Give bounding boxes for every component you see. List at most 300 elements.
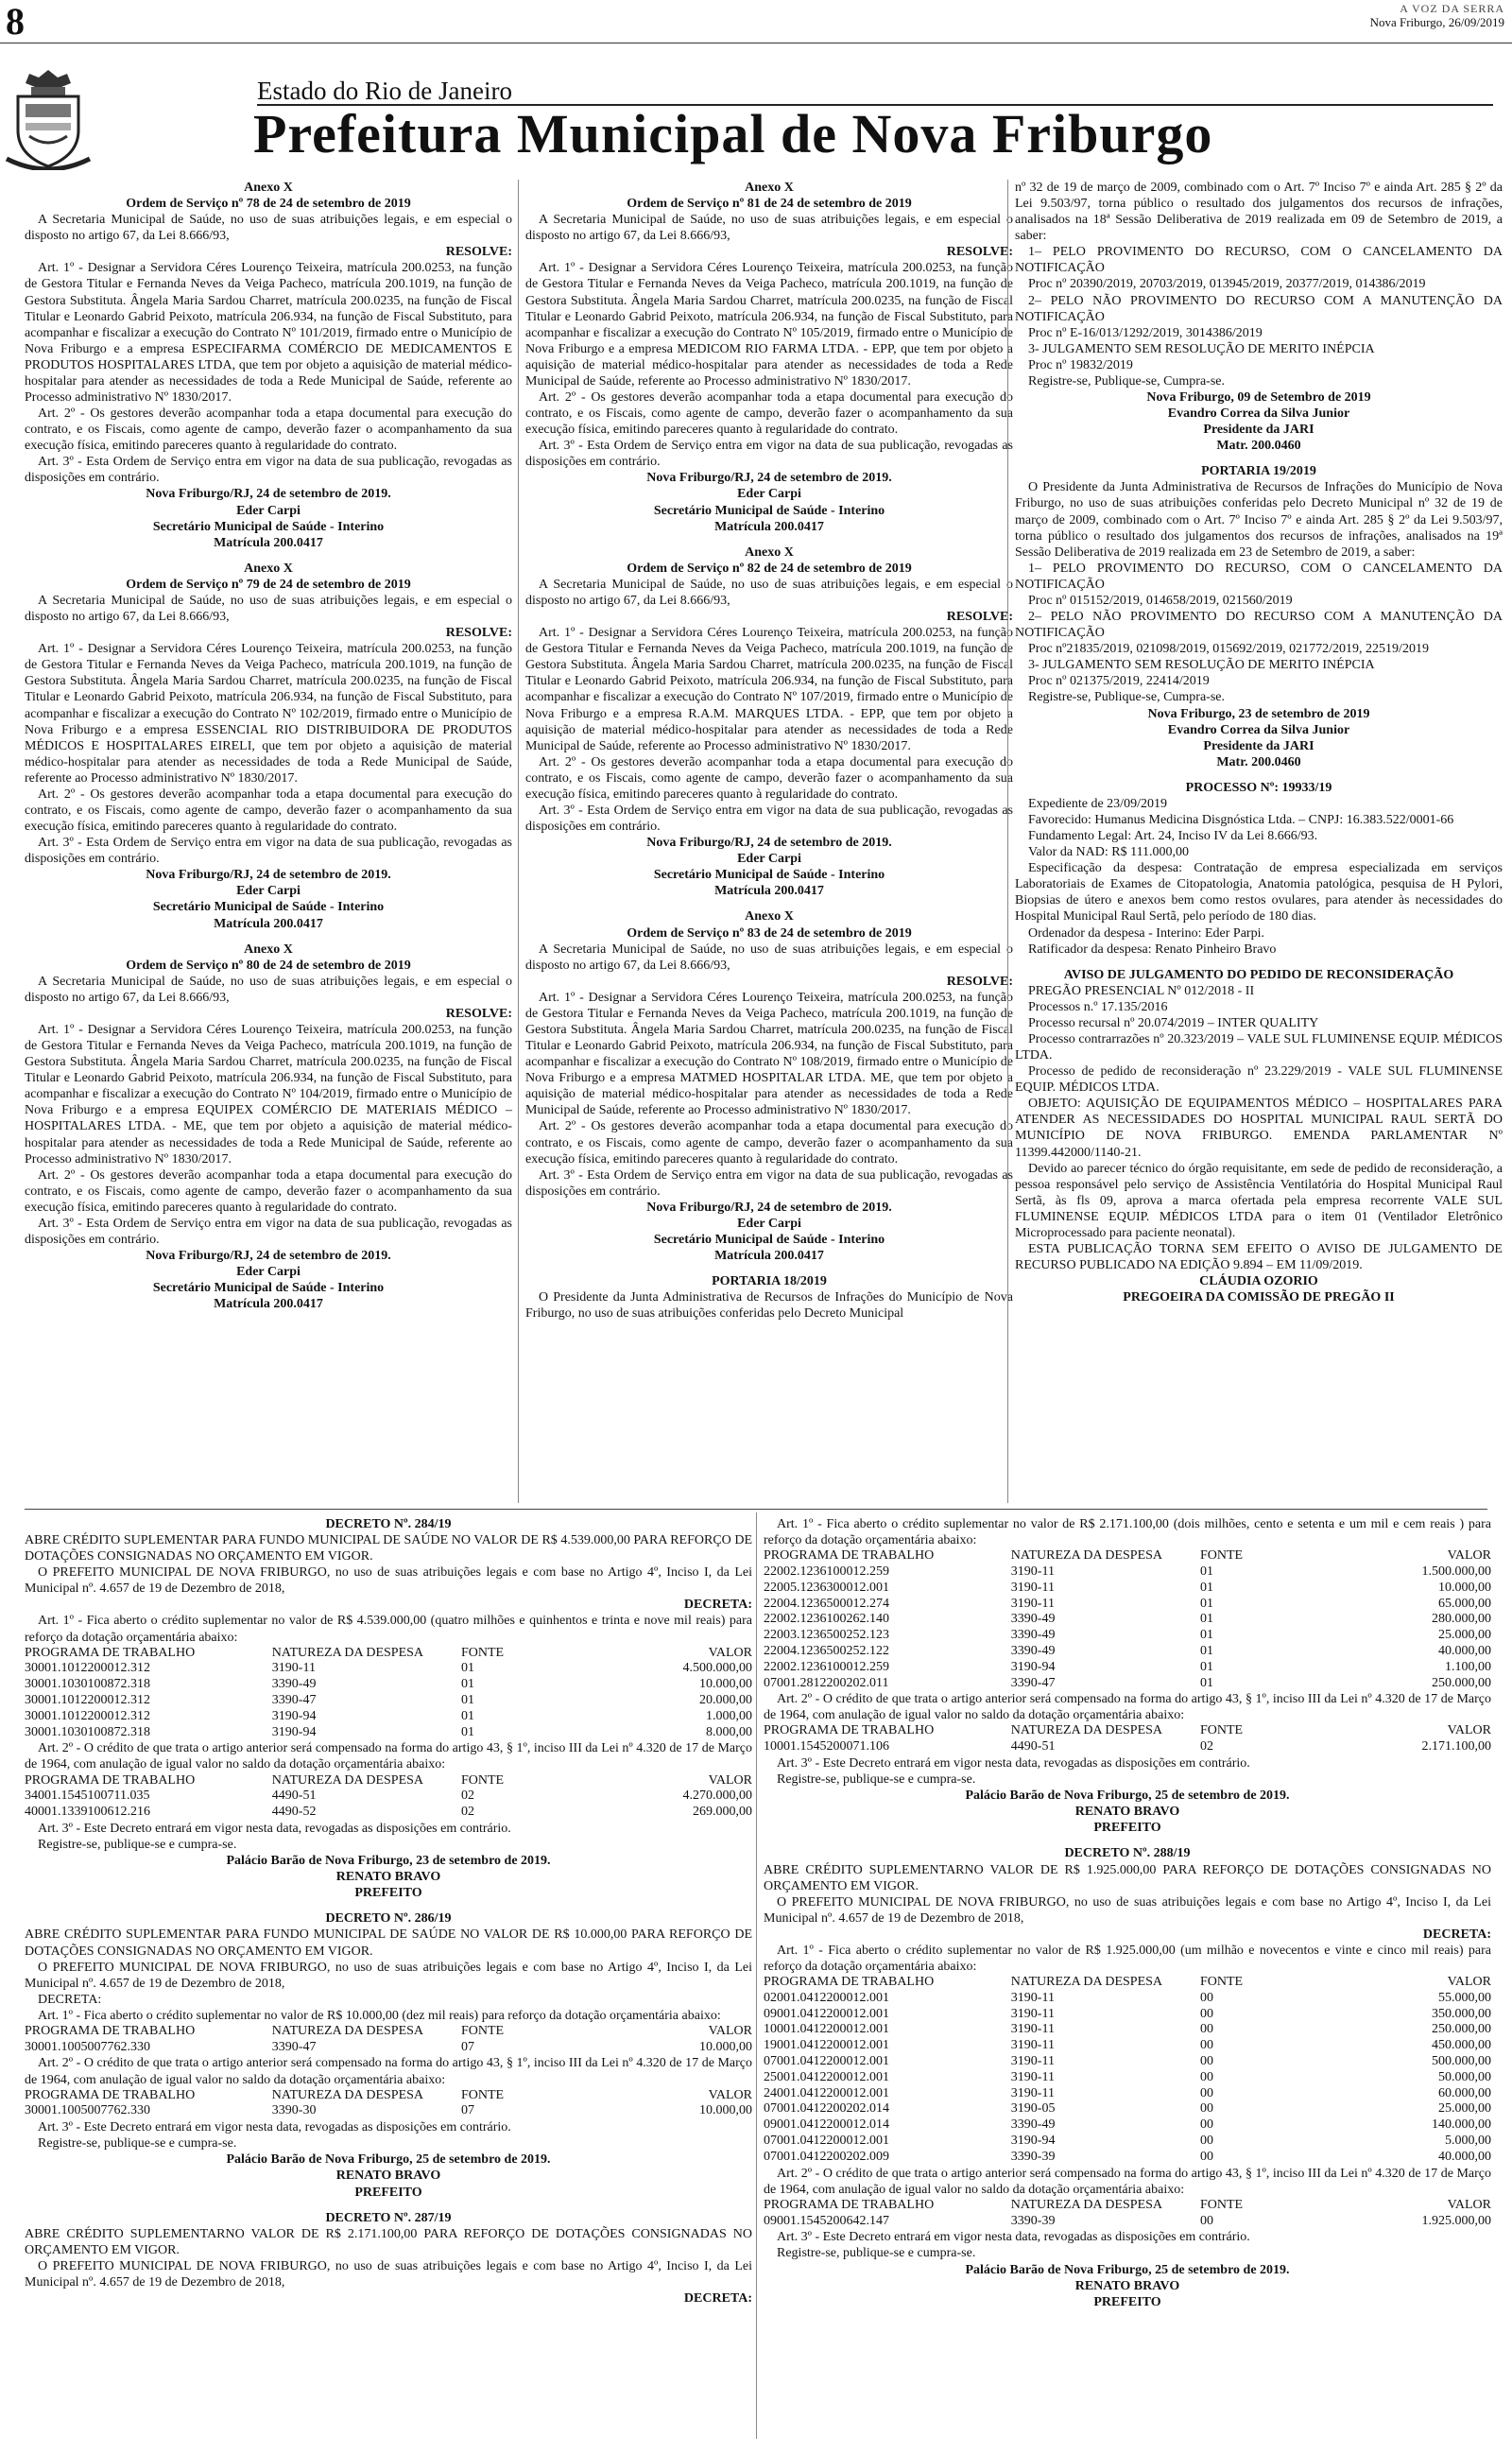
- paragraph: Art. 2º - Os gestores deverão acompanhar toda a etapa documental para execução do contrato, e os Fiscais, como agente de campo, deverão fazer o acompanhamento da sua execução física, emitindo pareceres quanto à regularidade do contrato.: [25, 1167, 512, 1215]
- table-header-row: [764, 1975, 1491, 1991]
- table-row: [764, 2054, 1491, 2070]
- table-cell: PROGRAMA DE TRABALHO: [764, 1975, 935, 1990]
- table-cell: 25.000,00: [1438, 2101, 1491, 2117]
- table-row: [764, 1597, 1491, 1613]
- table-cell: 01: [1199, 1580, 1213, 1595]
- section-heading: PREFEITO: [354, 1886, 422, 1901]
- table-cell: 24001.0412200012.001: [764, 2085, 889, 2100]
- paragraph: Processo recursal nº 20.074/2019 – INTER QUALITY: [1028, 1015, 1319, 1030]
- resolve-label: RESOLVE:: [445, 245, 512, 260]
- paragraph: 2– PELO NÃO PROVIMENTO DO RECURSO COM A MANUTENÇÃO DA NOTIFICAÇÃO: [1015, 610, 1503, 641]
- table-cell: 280.000,00: [1432, 1612, 1491, 1627]
- city-coat-of-arms-icon: [5, 68, 92, 170]
- paragraph: 2– PELO NÃO PROVIMENTO DO RECURSO COM A MANUTENÇÃO DA NOTIFICAÇÃO: [1015, 293, 1503, 324]
- section-heading: PREFEITO: [1093, 1821, 1161, 1836]
- table-cell: VALOR: [1447, 1548, 1491, 1564]
- table-cell: 22002.1236100012.259: [764, 1564, 889, 1579]
- table-cell: 3390-49: [1010, 1628, 1056, 1643]
- section-heading: Anexo X: [745, 181, 794, 195]
- section-heading: Matrícula 200.0417: [714, 519, 824, 534]
- paragraph: Proc nº 20390/2019, 20703/2019, 013945/2019, 20377/2019, 014386/2019: [1028, 277, 1426, 292]
- paragraph: A Secretaria Municipal de Saúde, no uso de suas atribuições legais, e em especial o disposto no artigo 67, da Lei 8.666/93,: [25, 213, 512, 244]
- table-row: [764, 2007, 1491, 2023]
- paragraph: Proc nº 015152/2019, 014658/2019, 021560/2019: [1028, 593, 1293, 608]
- table-cell: 22004.1236500012.274: [764, 1596, 889, 1611]
- section-heading: DECRETO Nº. 286/19: [325, 1911, 452, 1927]
- paragraph: OBJETO: AQUISIÇÃO DE EQUIPAMENTOS MÉDICO – HOSPITALARES PARA ATENDER AS NECESSIDADES DO HOSPITAL MUNICIPAL RAUL SERTÃ DO MUNICÍPIO DE NOVA FRIBURGO. EMENDA PARLAMENTAR Nº 11399.442000/1140-21.: [1015, 1097, 1503, 1160]
- table-cell: VALOR: [708, 1772, 752, 1788]
- paragraph: ABRE CRÉDITO SUPLEMENTARNO VALOR DE R$ 2.171.100,00 PARA REFORÇO DE DOTAÇÕES CONSIGNADAS NO ORÇAMENTO EM VIGOR.: [25, 2226, 752, 2257]
- paragraph: 3- JULGAMENTO SEM RESOLUÇÃO DE MERITO INÉPCIA: [1028, 658, 1375, 673]
- spacer: [764, 1836, 1491, 1845]
- paragraph: Ratificador da despesa: Renato Pinheiro Bravo: [1028, 942, 1277, 957]
- spacer: [525, 899, 1013, 908]
- table-row: [764, 1660, 1491, 1676]
- table-cell: 02: [1199, 1739, 1213, 1754]
- table-cell: FONTE: [460, 2087, 505, 2102]
- column-2: [525, 180, 1013, 1322]
- table-row: [25, 1693, 752, 1709]
- table-cell: 250.000,00: [1432, 2022, 1491, 2037]
- paragraph: Art. 3º - Este Decreto entrará em vigor nesta data, revogadas as disposições em contrário.: [777, 2230, 1250, 2245]
- table-cell: 3190-11: [271, 1661, 316, 1676]
- budget-table: [764, 1975, 1491, 2166]
- resolve-label: DECRETA:: [1422, 1927, 1491, 1942]
- table-cell: 25.000,00: [1438, 1628, 1491, 1643]
- table-cell: 01: [1199, 1564, 1213, 1579]
- table-cell: 01: [1199, 1612, 1213, 1627]
- paragraph: Ordenador da despesa - Interino: Eder Parpi.: [1028, 925, 1264, 941]
- paragraph: Processos n.º 17.135/2016: [1028, 999, 1168, 1014]
- section-heading: Palácio Barão de Nova Friburgo, 23 de setembro de 2019.: [226, 1854, 551, 1869]
- paragraph: Art. 2º - O crédito de que trata o artigo anterior será compensado na forma do artigo 43, § 1º, inciso III da Lei nº 4.320 de 17 de Março de 1964, com anulação de igual valor no saldo da dotação orçamentária abaixo:: [25, 2056, 752, 2087]
- table-cell: 01: [460, 1693, 474, 1708]
- section-heading: Eder Carpi: [737, 1216, 801, 1231]
- publication-name: A VOZ DA SERRA: [1400, 2, 1504, 15]
- paragraph: Proc nº 19832/2019: [1028, 357, 1133, 372]
- paragraph: Art. 1º - Designar a Servidora Céres Lourenço Teixeira, matrícula 200.0253, na função de Gestora Titular e Fernanda Neves da Veiga Pacheco, matrícula 200.1019, na função de Gestora Substituta. Ângela Maria Sardou Charret, matrícula 200.0235, na função de Fiscal Titular e Leonardo Gabrid Peixoto, matrícula 206.934, na função de Fiscal Substituto, para acompanhar e fiscalizar a execução do Contrato Nº 104/2019, firmado entre o Município de Nova Friburgo e a empresa EQUIPEX COMÉRCIO DE MATERIAIS MÉDICO – HOSPITALARES LTDA. - ME, que tem por objeto a aquisição de material médico-hospitalar para atender as necessidades de toda a Rede Municipal de Saúde, referente ao Processo administrativo Nº 1830/2017.: [25, 1022, 512, 1167]
- table-cell: FONTE: [1199, 1975, 1244, 1990]
- section-heading: PROCESSO Nº: 19933/19: [1185, 780, 1332, 795]
- table-cell: NATUREZA DA DESPESA: [271, 1645, 424, 1660]
- table-cell: 5.000,00: [1445, 2134, 1491, 2149]
- section-heading: PORTARIA 19/2019: [1201, 464, 1316, 479]
- table-cell: 3190-11: [1010, 1990, 1055, 2005]
- section-heading: Eder Carpi: [236, 503, 301, 518]
- budget-table: [25, 2088, 752, 2120]
- section-heading: Nova Friburgo/RJ, 24 de setembro de 2019.: [646, 836, 892, 851]
- section-heading: Evandro Correa da Silva Junior: [1167, 406, 1350, 422]
- table-cell: FONTE: [460, 1645, 505, 1660]
- section-heading: Matrícula 200.0417: [214, 535, 323, 550]
- table-row: [764, 1676, 1491, 1692]
- table-cell: 4.270.000,00: [682, 1789, 752, 1804]
- section-heading: Anexo X: [244, 181, 293, 195]
- paragraph: O PREFEITO MUNICIPAL DE NOVA FRIBURGO, no uso de suas atribuições legais e com base no Artigo 4º, Inciso I, da Lei Municipal nº. 4.657 de 19 de Dezembro de 2018,: [25, 2258, 752, 2290]
- table-cell: 30001.1012200012.312: [25, 1693, 150, 1708]
- section-heading: Matr. 200.0460: [1216, 754, 1301, 769]
- table-cell: 22003.1236500252.123: [764, 1628, 889, 1643]
- resolve-label: DECRETA:: [683, 2291, 752, 2307]
- table-row: [764, 1739, 1491, 1755]
- resolve-label: DECRETA:: [683, 1598, 752, 1613]
- table-row: [764, 1628, 1491, 1644]
- table-cell: 00: [1199, 2101, 1213, 2117]
- section-heading: Nova Friburgo/RJ, 24 de setembro de 2019.: [646, 471, 892, 486]
- table-cell: 07001.2812200202.011: [764, 1675, 889, 1690]
- budget-table: [764, 2198, 1491, 2230]
- resolve-label: RESOLVE:: [946, 974, 1013, 989]
- table-cell: 30001.1005007762.330: [25, 2103, 150, 2118]
- paragraph: Registre-se, Publique-se, Cumpra-se.: [1028, 690, 1226, 705]
- section-heading: CLÁUDIA OZORIO: [1199, 1274, 1318, 1289]
- section-heading: RENATO BRAVO: [335, 2169, 441, 2184]
- table-cell: 09001.1545200642.147: [764, 2213, 889, 2228]
- table-cell: 500.000,00: [1432, 2054, 1491, 2069]
- paragraph: Art. 2º - O crédito de que trata o artigo anterior será compensado na forma do artigo 43, § 1º, inciso III da Lei nº 4.320 de 17 de Março de 1964, com anulação de igual valor no saldo da dotação orçamentária abaixo:: [764, 1692, 1491, 1723]
- table-cell: 3190-94: [1010, 1659, 1056, 1674]
- table-cell: VALOR: [1447, 1723, 1491, 1738]
- table-cell: FONTE: [1199, 1548, 1244, 1564]
- budget-table: [764, 1548, 1491, 1691]
- table-cell: FONTE: [460, 2023, 505, 2038]
- section-heading: Ordem de Serviço nº 80 de 24 de setembro de 2019: [126, 958, 411, 973]
- table-cell: 3390-49: [1010, 2117, 1056, 2133]
- section-heading: Palácio Barão de Nova Friburgo, 25 de setembro de 2019.: [965, 1789, 1290, 1804]
- spacer: [525, 1264, 1013, 1273]
- table-cell: 00: [1199, 2006, 1213, 2021]
- paragraph: Art. 2º - Os gestores deverão acompanhar toda a etapa documental para execução do contrato, e os Fiscais, como agente de campo, deverão fazer o acompanhamento da sua execução física, emitindo pareceres quanto à regularidade do contrato.: [25, 406, 512, 454]
- table-cell: 01: [460, 1677, 474, 1692]
- table-cell: FONTE: [460, 1772, 505, 1788]
- section-heading: Ordem de Serviço nº 82 de 24 de setembro de 2019: [627, 561, 912, 576]
- paragraph: Art. 2º - Os gestores deverão acompanhar toda a etapa documental para execução do contrato, e os Fiscais, como agente de campo, deverão fazer o acompanhamento da sua execução física, emitindo pareceres quanto à regularidade do contrato.: [525, 390, 1013, 438]
- table-cell: 50.000,00: [1438, 2069, 1491, 2084]
- table-row: [764, 2070, 1491, 2086]
- table-cell: PROGRAMA DE TRABALHO: [25, 2087, 196, 2102]
- table-cell: 3390-47: [1010, 1675, 1056, 1690]
- table-cell: 3390-49: [271, 1677, 317, 1692]
- section-heading: RENATO BRAVO: [335, 1870, 441, 1885]
- section-heading: Secretário Municipal de Saúde - Interino: [653, 868, 885, 883]
- section-heading: Nova Friburgo/RJ, 24 de setembro de 2019.: [146, 868, 391, 883]
- table-cell: 22002.1236100012.259: [764, 1659, 889, 1674]
- paragraph: Expediente de 23/09/2019: [1028, 796, 1167, 811]
- section-heading: Matrícula 200.0417: [714, 1249, 824, 1264]
- table-cell: 3190-11: [1010, 2085, 1055, 2100]
- table-header-row: [764, 1548, 1491, 1564]
- resolve-label: RESOLVE:: [445, 626, 512, 641]
- section-divider: [25, 1509, 1487, 1510]
- table-cell: 350.000,00: [1432, 2006, 1491, 2021]
- table-cell: 140.000,00: [1432, 2117, 1491, 2133]
- table-cell: 4.500.000,00: [682, 1661, 752, 1676]
- header-info: [1370, 2, 1504, 30]
- table-cell: 10.000,00: [699, 2103, 752, 2118]
- section-heading: Eder Carpi: [236, 884, 301, 899]
- section-heading: PREFEITO: [1093, 2294, 1161, 2309]
- paragraph: Processo de pedido de reconsideração nº 23.229/2019 - VALE SUL FLUMINENSE EQUIP. MÉDICOS LTDA.: [1015, 1064, 1503, 1096]
- section-heading: Palácio Barão de Nova Friburgo, 25 de setembro de 2019.: [965, 2262, 1290, 2277]
- table-cell: 07: [460, 2039, 474, 2054]
- section-heading: Secretário Municipal de Saúde - Interino: [653, 503, 885, 518]
- resolve-label: RESOLVE:: [946, 245, 1013, 260]
- paragraph: ESTA PUBLICAÇÃO TORNA SEM EFEITO O AVISO DE JULGAMENTO DE RECURSO PUBLICADO NA EDIÇÃO 9.894 – EM 11/09/2019.: [1015, 1242, 1503, 1273]
- city-hall-title: Prefeitura Municipal de Nova Friburgo: [253, 103, 1213, 164]
- table-cell: VALOR: [1447, 2197, 1491, 2212]
- table-cell: 3190-11: [1010, 1580, 1055, 1595]
- table-cell: NATUREZA DA DESPESA: [1010, 1548, 1163, 1564]
- paragraph: Art. 1º - Designar a Servidora Céres Lourenço Teixeira, matrícula 200.0253, na função de Gestora Titular e Fernanda Neves da Veiga Pacheco, matrícula 200.1019, na função de Gestora Substituta. Ângela Maria Sardou Charret, matrícula 200.0235, na função de Fiscal Titular e Leonardo Gabrid Peixoto, matrícula 206.934, na função de Fiscal Substituto, para acompanhar e fiscalizar a execução do Contrato Nº 102/2019, firmado entre o Município de Nova Friburgo e a empresa ESSENCIAL RIO DISTRIBUIDORA DE PRODUTOS MÉDICOS E HOSPITALARES EIRELI, que tem por objeto a aquisição de material médico-hospitalar para atender as necessidades de toda a Rede Municipal de Saúde, referente ao Processo administrativo Nº 1830/2017.: [25, 642, 512, 786]
- table-cell: NATUREZA DA DESPESA: [271, 1772, 424, 1788]
- table-header-row: [25, 2024, 752, 2040]
- column-3: [1015, 180, 1503, 1305]
- budget-table: [764, 1723, 1491, 1755]
- table-cell: 3190-05: [1010, 2101, 1056, 2117]
- table-cell: NATUREZA DA DESPESA: [1010, 1975, 1163, 1990]
- table-cell: 00: [1199, 2022, 1213, 2037]
- section-heading: Anexo X: [745, 544, 794, 560]
- table-row: [764, 1564, 1491, 1581]
- table-cell: 07001.0412200012.001: [764, 2054, 889, 2069]
- section-heading: Nova Friburgo, 09 de Setembro de 2019: [1146, 390, 1371, 406]
- paragraph: PREGÃO PRESENCIAL Nº 012/2018 - II: [1028, 983, 1255, 998]
- table-cell: 3390-49: [1010, 1612, 1056, 1627]
- table-cell: 40.000,00: [1438, 1643, 1491, 1658]
- table-cell: 30001.1030100872.318: [25, 1724, 150, 1739]
- table-cell: 30001.1005007762.330: [25, 2039, 150, 2054]
- paragraph: 1– PELO PROVIMENTO DO RECURSO, COM O CANCELAMENTO DA NOTIFICAÇÃO: [1015, 561, 1503, 592]
- table-row: [764, 2101, 1491, 2117]
- section-heading: Eder Carpi: [737, 487, 801, 502]
- table-cell: NATUREZA DA DESPESA: [271, 2087, 424, 2102]
- paragraph: ABRE CRÉDITO SUPLEMENTAR PARA FUNDO MUNICIPAL DE SAÚDE NO VALOR DE R$ 4.539.000,00 PARA REFORÇO DE DOTAÇÕES CONSIGNADAS NO ORÇAMENTO EM VIGOR.: [25, 1533, 752, 1564]
- section-heading: RENATO BRAVO: [1074, 1805, 1180, 1820]
- table-cell: 30001.1030100872.318: [25, 1677, 150, 1692]
- table-cell: 3390-30: [271, 2103, 317, 2118]
- table-cell: 00: [1199, 2069, 1213, 2084]
- table-header-row: [764, 2198, 1491, 2214]
- resolve-label: RESOLVE:: [445, 1006, 512, 1021]
- table-cell: 3190-11: [1010, 2069, 1055, 2084]
- paragraph: Favorecido: Humanus Medicina Disgnóstica Ltda. – CNPJ: 16.383.522/0001-66: [1028, 812, 1454, 827]
- table-header-row: [25, 1773, 752, 1789]
- table-cell: 40.000,00: [1438, 2149, 1491, 2164]
- spacer: [1015, 958, 1503, 967]
- table-cell: 65.000,00: [1438, 1596, 1491, 1611]
- table-cell: 3190-11: [1010, 2022, 1055, 2037]
- spacer: [525, 535, 1013, 544]
- table-cell: 3190-11: [1010, 2038, 1055, 2053]
- table-row: [764, 2022, 1491, 2038]
- table-cell: 00: [1199, 2085, 1213, 2100]
- table-row: [25, 1805, 752, 1821]
- budget-table: [25, 2024, 752, 2056]
- paragraph: A Secretaria Municipal de Saúde, no uso de suas atribuições legais, e em especial o disposto no artigo 67, da Lei 8.666/93,: [525, 942, 1013, 973]
- table-cell: FONTE: [1199, 1723, 1244, 1738]
- paragraph: nº 32 de 19 de março de 2009, combinado com o Art. 7º Inciso 7º e ainda Art. 285 § 2º da Lei 9.503/97, torna público o resultado dos julgamentos dos recursos de infrações, analisados na 18ª Sessão Deliberativa de 2019 realizada em 09 de Setembro de 2019, a saber:: [1015, 181, 1503, 244]
- paragraph: A Secretaria Municipal de Saúde, no uso de suas atribuições legais, e em especial o disposto no artigo 67, da Lei 8.666/93,: [525, 213, 1013, 244]
- table-row: [764, 2086, 1491, 2102]
- table-cell: 00: [1199, 2134, 1213, 2149]
- decree-column-right: [764, 1516, 1491, 2310]
- table-row: [764, 2214, 1491, 2230]
- paragraph: Art. 3º - Esta Ordem de Serviço entra em vigor na data de sua publicação, revogadas as disposições em contrário.: [25, 455, 512, 486]
- paragraph: Art. 1º - Fica aberto o crédito suplementar no valor de R$ 2.171.100,00 (dois milhões, cento e setenta e um mil e cem reais ) para reforço da dotação orçamentária abaixo:: [764, 1517, 1491, 1548]
- table-cell: 1.500.000,00: [1421, 1564, 1491, 1579]
- paragraph: DECRETA:: [38, 1992, 102, 2007]
- section-heading: Matrícula 200.0417: [214, 1297, 323, 1312]
- table-row: [25, 1709, 752, 1725]
- section-heading: Palácio Barão de Nova Friburgo, 25 de setembro de 2019.: [226, 2152, 551, 2168]
- table-cell: 01: [1199, 1596, 1213, 1611]
- table-cell: 30001.1012200012.312: [25, 1661, 150, 1676]
- paragraph: 1– PELO PROVIMENTO DO RECURSO, COM O CANCELAMENTO DA NOTIFICAÇÃO: [1015, 245, 1503, 276]
- section-heading: PORTARIA 18/2019: [712, 1274, 827, 1289]
- section-heading: Eder Carpi: [236, 1265, 301, 1280]
- table-cell: NATUREZA DA DESPESA: [1010, 1723, 1163, 1738]
- paragraph: Art. 1º - Fica aberto o crédito suplementar no valor de R$ 10.000,00 (dez mil reais) para reforço da dotação orçamentária abaixo:: [38, 2008, 721, 2023]
- paragraph: Proc nº E-16/013/1292/2019, 3014386/2019: [1028, 325, 1263, 340]
- paragraph: ABRE CRÉDITO SUPLEMENTARNO VALOR DE R$ 1.925.000,00 PARA REFORÇO DE DOTAÇÕES CONSIGNADAS NO ORÇAMENTO EM VIGOR.: [764, 1862, 1491, 1893]
- date-line: Nova Friburgo, 26/09/2019: [1369, 15, 1504, 30]
- paragraph: Proc nº 021375/2019, 22414/2019: [1028, 674, 1210, 689]
- table-cell: 3190-11: [1010, 2006, 1055, 2021]
- table-cell: 02001.0412200012.001: [764, 1990, 889, 2005]
- section-heading: Anexo X: [244, 942, 293, 957]
- table-cell: 3190-11: [1010, 2054, 1055, 2069]
- table-cell: VALOR: [708, 2023, 752, 2038]
- paragraph: Art. 1º - Designar a Servidora Céres Lourenço Teixeira, matrícula 200.0253, na função de Gestora Titular e Fernanda Neves da Veiga Pacheco, matrícula 200.1019, na função de Gestora Substituta. Ângela Maria Sardou Charret, matrícula 200.0235, na função de Fiscal Titular e Leonardo Gabrid Peixoto, matrícula 206.934, na função de Fiscal Substituto, para acompanhar e fiscalizar a execução do Contrato Nº 108/2019, firmado entre o Município de Nova Friburgo e a empresa MATMED HOSPITALAR LTDA. ME, que tem por objeto a aquisição de material médico-hospitalar para atender as necessidades de toda a Rede Municipal de Saúde, referente ao Processo administrativo Nº 1830/2017.: [525, 990, 1013, 1118]
- table-cell: 19001.0412200012.001: [764, 2038, 889, 2053]
- section-heading: Secretário Municipal de Saúde - Interino: [152, 900, 385, 915]
- paragraph: Art. 3º - Esta Ordem de Serviço entra em vigor na data de sua publicação, revogadas as disposições em contrário.: [525, 1167, 1013, 1199]
- table-row: [25, 2103, 752, 2119]
- paragraph: O PREFEITO MUNICIPAL DE NOVA FRIBURGO, no uso de suas atribuições legais e com base no Artigo 4º, Inciso I, da Lei Municipal nº. 4.657 de 19 de Dezembro de 2018,: [764, 1894, 1491, 1926]
- table-row: [764, 1612, 1491, 1628]
- column-1: [25, 180, 512, 1312]
- paragraph: Art. 3º - Esta Ordem de Serviço entra em vigor na data de sua publicação, revogadas as disposições em contrário.: [525, 439, 1013, 470]
- table-cell: PROGRAMA DE TRABALHO: [764, 1548, 935, 1564]
- spacer: [25, 551, 512, 561]
- table-cell: NATUREZA DA DESPESA: [271, 2023, 424, 2038]
- section-heading: AVISO DE JULGAMENTO DO PEDIDO DE RECONSIDERAÇÃO: [1063, 967, 1454, 982]
- table-cell: 34001.1545100711.035: [25, 1789, 150, 1804]
- table-cell: 01: [1199, 1675, 1213, 1690]
- table-cell: 00: [1199, 2054, 1213, 2069]
- paragraph: A Secretaria Municipal de Saúde, no uso de suas atribuições legais, e em especial o disposto no artigo 67, da Lei 8.666/93,: [25, 974, 512, 1005]
- table-row: [764, 2134, 1491, 2150]
- table-cell: PROGRAMA DE TRABALHO: [764, 2197, 935, 2212]
- table-cell: 02: [460, 1789, 474, 1804]
- table-cell: 3390-49: [1010, 1643, 1056, 1658]
- section-heading: Secretário Municipal de Saúde - Interino: [653, 1233, 885, 1247]
- section-heading: Presidente da JARI: [1203, 738, 1314, 753]
- paragraph: Art. 3º - Este Decreto entrará em vigor nesta data, revogadas as disposições em contrário.: [38, 2120, 511, 2135]
- section-heading: DECRETO Nº. 287/19: [325, 2210, 452, 2225]
- table-cell: 4490-51: [1010, 1739, 1056, 1754]
- table-header-row: [25, 2088, 752, 2104]
- paragraph: O PREFEITO MUNICIPAL DE NOVA FRIBURGO, no uso de suas atribuições legais e com base no Artigo 4º, Inciso I, da Lei Municipal nº. 4.657 de 19 de Dezembro de 2018,: [25, 1960, 752, 1991]
- table-cell: 269.000,00: [693, 1805, 752, 1820]
- paragraph: Art. 1º - Designar a Servidora Céres Lourenço Teixeira, matrícula 200.0253, na função de Gestora Titular e Fernanda Neves da Veiga Pacheco, matrícula 200.1019, na função de Gestora Substituta. Ângela Maria Sardou Charret, matrícula 200.0235, na função de Fiscal Titular e Leonardo Gabrid Peixoto, matrícula 206.934, na função de Fiscal Substituto, para acompanhar e fiscalizar a execução do Contrato Nº 101/2019, firmado entre o Município de Nova Friburgo e a empresa ESPECIFARMA COMÉRCIO DE MEDICAMENTOS E PRODUTOS HOSPITALARES LTDA, que tem por objeto a aquisição de material médico-hospitalar para atender as necessidades de toda a Rede Municipal de Saúde, referente ao Processo administrativo Nº 1830/2017.: [25, 261, 512, 406]
- paragraph: Art. 1º - Fica aberto o crédito suplementar no valor de R$ 4.539.000,00 (quatro milhões e quinhentos e trinta e nove mil reais) para reforço da dotação orçamentária abaixo:: [25, 1614, 752, 1645]
- table-row: [764, 2150, 1491, 2166]
- section-heading: Matr. 200.0460: [1216, 439, 1301, 454]
- table-cell: FONTE: [1199, 2197, 1244, 2212]
- table-cell: 1.100,00: [1445, 1659, 1491, 1674]
- paragraph: Processo contrarrazões nº 20.323/2019 – VALE SUL FLUMINENSE EQUIP. MÉDICOS LTDA.: [1015, 1031, 1503, 1063]
- table-cell: 22002.1236100262.140: [764, 1612, 889, 1627]
- table-cell: PROGRAMA DE TRABALHO: [25, 1645, 196, 1660]
- table-cell: 01: [460, 1661, 474, 1676]
- table-header-row: [764, 1723, 1491, 1739]
- paragraph: Art. 3º - Esta Ordem de Serviço entra em vigor na data de sua publicação, revogadas as disposições em contrário.: [25, 1216, 512, 1247]
- decree-column-left: [25, 1516, 752, 2307]
- section-heading: Nova Friburgo, 23 de setembro de 2019: [1147, 706, 1370, 721]
- paragraph: Registre-se, publique-se e cumpra-se.: [38, 2136, 237, 2152]
- paragraph: A Secretaria Municipal de Saúde, no uso de suas atribuições legais, e em especial o disposto no artigo 67, da Lei 8.666/93,: [525, 577, 1013, 608]
- paragraph: O PREFEITO MUNICIPAL DE NOVA FRIBURGO, no uso de suas atribuições legais e com base no Artigo 4º, Inciso I, da Lei Municipal nº. 4.657 de 19 de Dezembro de 2018,: [25, 1565, 752, 1597]
- table-cell: 4490-52: [271, 1805, 317, 1820]
- table-cell: 09001.0412200012.014: [764, 2117, 889, 2133]
- paragraph: 3- JULGAMENTO SEM RESOLUÇÃO DE MERITO INÉPCIA: [1028, 341, 1375, 356]
- paragraph: Valor da NAD: R$ 111.000,00: [1028, 845, 1190, 860]
- table-cell: 00: [1199, 2149, 1213, 2164]
- table-row: [764, 2117, 1491, 2134]
- table-cell: 3190-94: [271, 1708, 317, 1723]
- section-heading: Nova Friburgo/RJ, 24 de setembro de 2019.: [146, 487, 391, 502]
- paragraph: Art. 2º - Os gestores deverão acompanhar toda a etapa documental para execução do contrato, e os Fiscais, como agente de campo, deverão fazer o acompanhamento da sua execução física, emitindo pareceres quanto à regularidade do contrato.: [25, 786, 512, 835]
- section-heading: PREGOEIRA DA COMISSÃO DE PREGÃO II: [1123, 1290, 1395, 1305]
- table-row: [764, 1644, 1491, 1660]
- table-cell: 3190-94: [1010, 2134, 1056, 2149]
- paragraph: Art. 3º - Esta Ordem de Serviço entra em vigor na data de sua publicação, revogadas as disposições em contrário.: [25, 836, 512, 867]
- section-heading: Eder Carpi: [737, 852, 801, 867]
- paragraph: Art. 2º - O crédito de que trata o artigo anterior será compensado na forma do artigo 43, § 1º, inciso III da Lei nº 4.320 de 17 de Março de 1964, com anulação de igual valor no saldo da dotação orçamentária abaixo:: [25, 1741, 752, 1772]
- section-heading: Ordem de Serviço nº 78 de 24 de setembro de 2019: [126, 197, 411, 212]
- paragraph: O Presidente da Junta Administrativa de Recursos de Infrações do Município de Nova Friburgo, no uso de suas atribuições conferidas pelo Decreto Municipal nº 32 de 19 de março de 2009, combinado com o Art. 7º Inciso 7º e ainda Art. 285 § 2º da Lei 9.503/97, torna público o resultado dos julgamentos dos recursos de infrações, analisados na 19ª Sessão Deliberativa de 2019 realizada em 23 de Setembro de 2019, a saber:: [1015, 480, 1503, 560]
- section-heading: RENATO BRAVO: [1074, 2278, 1180, 2293]
- paragraph: Devido ao parecer técnico do órgão requisitante, em sede de pedido de reconsideração, a pessoa responsável pelo serviço de Assistência Ventilatória do Hospital Municipal Raul Sertã, às fls 09, aprova a marca ofertada pela empresa recorrente VALE SUL FLUMINENSE EQUIP. MÉDICOS LTDA para o item 01 (Ventilador Eletrônico Microprocessado para paciente neonatal).: [1015, 1161, 1503, 1240]
- paragraph: Art. 1º - Designar a Servidora Céres Lourenço Teixeira, matrícula 200.0253, na função de Gestora Titular e Fernanda Neves da Veiga Pacheco, matrícula 200.1019, na função de Gestora Substituta. Ângela Maria Sardou Charret, matrícula 200.0235, na função de Fiscal Titular e Leonardo Gabrid Peixoto, matrícula 206.934, na função de Fiscal Substituto, para acompanhar e fiscalizar a execução do Contrato Nº 105/2019, firmado entre o Município de Nova Friburgo e a empresa MEDICOM RIO FARMA LTDA. - EPP, que tem por objeto a aquisição de material médico-hospitalar para atender as necessidades de toda a Rede Municipal de Saúde, referente ao Processo administrativo Nº 1830/2017.: [525, 261, 1013, 389]
- table-row: [764, 1991, 1491, 2007]
- table-cell: 07001.0412200202.009: [764, 2149, 889, 2164]
- section-heading: Anexo X: [244, 561, 293, 576]
- table-cell: 01: [460, 1724, 474, 1739]
- resolve-label: RESOLVE:: [946, 610, 1013, 625]
- table-cell: VALOR: [708, 2087, 752, 2102]
- paragraph: Art. 2º - Os gestores deverão acompanhar toda a etapa documental para execução do contrato, e os Fiscais, como agente de campo, deverão fazer o acompanhamento da sua execução física, emitindo pareceres quanto à regularidade do contrato.: [525, 1119, 1013, 1167]
- table-cell: 00: [1199, 2117, 1213, 2133]
- paragraph: A Secretaria Municipal de Saúde, no uso de suas atribuições legais, e em especial o disposto no artigo 67, da Lei 8.666/93,: [25, 593, 512, 625]
- table-cell: 60.000,00: [1438, 2085, 1491, 2100]
- table-header-row: [25, 1646, 752, 1662]
- table-cell: 07: [460, 2103, 474, 2118]
- table-cell: VALOR: [1447, 1975, 1491, 1990]
- section-heading: Ordem de Serviço nº 81 de 24 de setembro de 2019: [627, 197, 912, 212]
- paragraph: ABRE CRÉDITO SUPLEMENTAR PARA FUNDO MUNICIPAL DE SAÚDE NO VALOR DE R$ 10.000,00 PARA REFORÇO DE DOTAÇÕES CONSIGNADAS NO ORÇAMENTO EM VIGOR.: [25, 1927, 752, 1959]
- column-divider: [518, 180, 519, 1503]
- table-cell: 10.000,00: [699, 1677, 752, 1692]
- section-heading: Anexo X: [745, 909, 794, 925]
- table-cell: 00: [1199, 2038, 1213, 2053]
- section-heading: Nova Friburgo/RJ, 24 de setembro de 2019.: [146, 1249, 391, 1264]
- section-heading: Ordem de Serviço nº 83 de 24 de setembro de 2019: [627, 925, 912, 941]
- paragraph: Registre-se, publique-se e cumpra-se.: [777, 2246, 976, 2261]
- paragraph: Fundamento Legal: Art. 24, Inciso IV da Lei 8.666/93.: [1028, 829, 1318, 844]
- section-heading: Matrícula 200.0417: [714, 884, 824, 899]
